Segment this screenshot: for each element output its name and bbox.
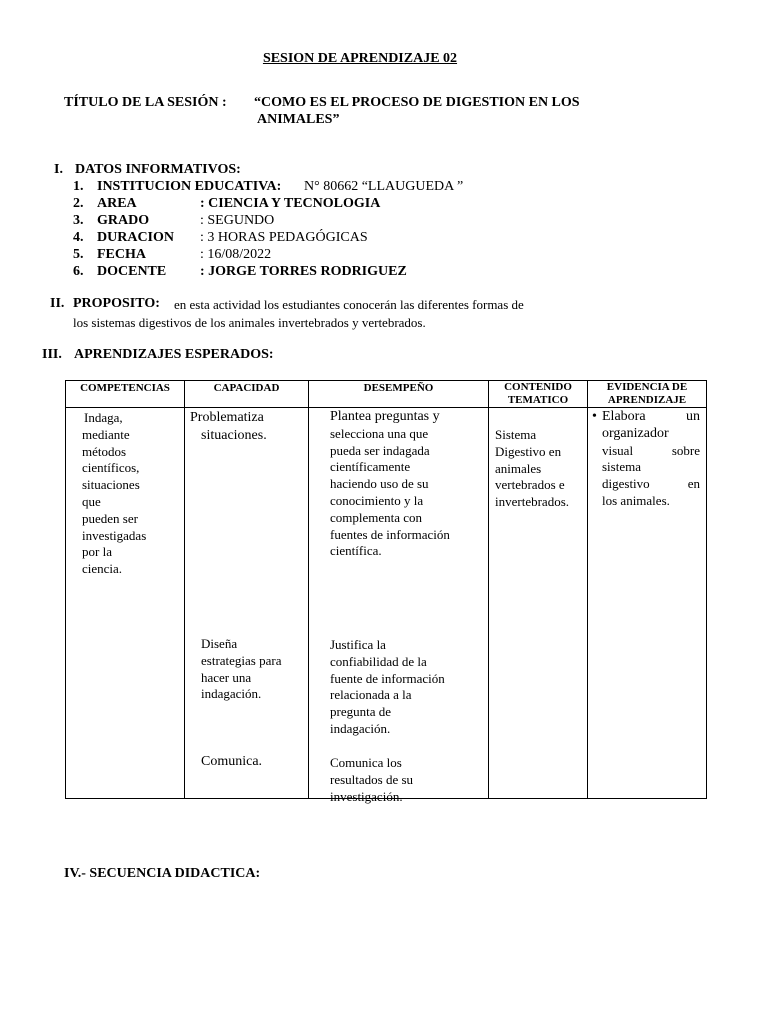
info-number: 6. bbox=[73, 264, 84, 279]
header-desempeno: DESEMPEÑO bbox=[309, 381, 489, 408]
desempeno-line: investigación. bbox=[330, 788, 403, 804]
evidencia-line: organizador bbox=[602, 425, 669, 441]
info-value-fecha: : 16/08/2022 bbox=[200, 247, 272, 262]
header-contenido: CONTENIDO TEMATICO bbox=[489, 381, 588, 408]
table-header-row bbox=[66, 381, 707, 408]
capacidad-line: hacer una bbox=[201, 669, 252, 685]
info-value-grado: : SEGUNDO bbox=[200, 213, 275, 228]
evidencia-word: Elabora bbox=[602, 409, 646, 424]
evidencia-word: un bbox=[686, 409, 700, 424]
desempeno-line: haciendo uso de su bbox=[330, 476, 429, 492]
evidencia-line: sistema bbox=[602, 459, 641, 475]
section-1-heading: DATOS INFORMATIVOS: bbox=[75, 162, 241, 177]
document-title: SESION DE APRENDIZAJE 02 bbox=[262, 51, 458, 66]
desempeno-line: pueda ser indagada bbox=[330, 442, 430, 458]
desempeno-line: pregunta de bbox=[330, 704, 392, 720]
cell-contenido bbox=[489, 408, 588, 799]
contenido-line: Sistema bbox=[495, 427, 537, 442]
section-2-number: II. bbox=[50, 296, 65, 311]
learning-table bbox=[65, 380, 707, 804]
cell-desempeno bbox=[309, 408, 489, 804]
session-title-line2: ANIMALES” bbox=[257, 112, 340, 127]
competencia-line: situaciones bbox=[82, 477, 140, 493]
session-title-label: TÍTULO DE LA SESIÓN : bbox=[64, 95, 227, 110]
evidencia-word: sobre bbox=[671, 442, 700, 458]
info-value-area: : CIENCIA Y TECNOLOGIA bbox=[200, 196, 381, 211]
capacidad-line: situaciones. bbox=[201, 428, 267, 443]
section-2-heading: PROPOSITO: bbox=[73, 296, 160, 311]
competencia-line: que bbox=[82, 493, 101, 509]
section-3-number: III. bbox=[42, 347, 62, 362]
desempeno-line: Justifica la bbox=[330, 637, 386, 652]
section-3-heading: APRENDIZAJES ESPERADOS: bbox=[74, 347, 274, 362]
header-capacidad: CAPACIDAD bbox=[185, 381, 309, 408]
competencia-line: métodos bbox=[82, 443, 127, 459]
competencia-line: ciencia. bbox=[82, 561, 123, 577]
desempeno-line: conocimiento y la bbox=[330, 492, 424, 508]
cell-evidencia bbox=[588, 408, 707, 799]
bullet-icon: • bbox=[592, 409, 597, 424]
info-number: 3. bbox=[73, 213, 84, 228]
competencia-line: pueden ser bbox=[82, 510, 138, 526]
capacidad-line: Comunica. bbox=[201, 754, 263, 769]
info-label-duracion: DURACION bbox=[97, 230, 174, 245]
desempeno-line: Plantea preguntas y bbox=[330, 409, 440, 424]
contenido-line: vertebrados e bbox=[495, 477, 565, 493]
evidencia-word: en bbox=[687, 476, 700, 492]
header-evidencia: EVIDENCIA DE APRENDIZAJE bbox=[588, 381, 707, 408]
desempeno-line: Comunica los bbox=[330, 755, 402, 770]
cell-competencias bbox=[66, 408, 185, 799]
capacidad-line: indagación. bbox=[201, 686, 262, 702]
info-label-fecha: FECHA bbox=[97, 247, 146, 262]
desempeno-line: científicamente bbox=[330, 459, 411, 475]
info-number: 5. bbox=[73, 247, 84, 262]
info-label-grado: GRADO bbox=[97, 213, 150, 228]
evidencia-line: los animales. bbox=[602, 492, 670, 508]
capacidad-line: estrategias para bbox=[201, 652, 282, 668]
evidencia-word: digestivo bbox=[602, 476, 650, 492]
competencia-line: por la bbox=[82, 544, 112, 560]
desempeno-line: selecciona una que bbox=[330, 425, 429, 441]
info-number: 2. bbox=[73, 196, 84, 211]
info-label-institucion: INSTITUCION EDUCATIVA: bbox=[97, 179, 282, 194]
cell-capacidad bbox=[185, 408, 309, 799]
purpose-text-line2: los sistemas digestivos de los animales invertebrados y vertebrados. bbox=[73, 315, 426, 330]
competencia-line: Indaga, bbox=[84, 410, 123, 425]
desempeno-line: fuente de información bbox=[330, 670, 445, 686]
info-label-area: AREA bbox=[97, 196, 137, 211]
info-value-institucion: N° 80662 “LLAUGUEDA ” bbox=[304, 179, 464, 194]
contenido-line: animales bbox=[495, 460, 542, 476]
desempeno-line: complementa con bbox=[330, 509, 423, 525]
desempeno-line: relacionada a la bbox=[330, 687, 412, 703]
info-value-duracion: : 3 HORAS PEDAGÓGICAS bbox=[200, 230, 368, 245]
session-title-line1: “COMO ES EL PROCESO DE DIGESTION EN LOS bbox=[254, 95, 580, 110]
purpose-text-line1: en esta actividad los estudiantes conocerán las diferentes formas de bbox=[174, 297, 524, 312]
table-row bbox=[66, 408, 707, 799]
competencia-line: mediante bbox=[82, 426, 130, 442]
section-4-heading: IV.- SECUENCIA DIDACTICA: bbox=[64, 866, 261, 881]
desempeno-line: confiabilidad de la bbox=[330, 653, 427, 669]
contenido-line: Digestivo en bbox=[495, 443, 562, 459]
competencia-line: investigadas bbox=[82, 527, 147, 543]
competencia-line: científicos, bbox=[82, 460, 140, 476]
desempeno-line: resultados de su bbox=[330, 771, 414, 787]
header-competencias: COMPETENCIAS bbox=[66, 381, 185, 408]
desempeno-line: científica. bbox=[330, 543, 382, 559]
info-value-docente: : JORGE TORRES RODRIGUEZ bbox=[200, 264, 407, 279]
contenido-line: invertebrados. bbox=[495, 494, 570, 510]
capacidad-line: Diseña bbox=[201, 636, 238, 651]
info-label-docente: DOCENTE bbox=[97, 264, 167, 279]
evidencia-word: visual bbox=[602, 442, 634, 458]
info-number: 4. bbox=[73, 230, 84, 245]
capacidad-line: Problematiza bbox=[190, 410, 264, 425]
info-number: 1. bbox=[73, 179, 84, 194]
desempeno-line: indagación. bbox=[330, 720, 391, 736]
section-1-number: I. bbox=[54, 162, 63, 177]
desempeno-line: fuentes de información bbox=[330, 526, 450, 542]
